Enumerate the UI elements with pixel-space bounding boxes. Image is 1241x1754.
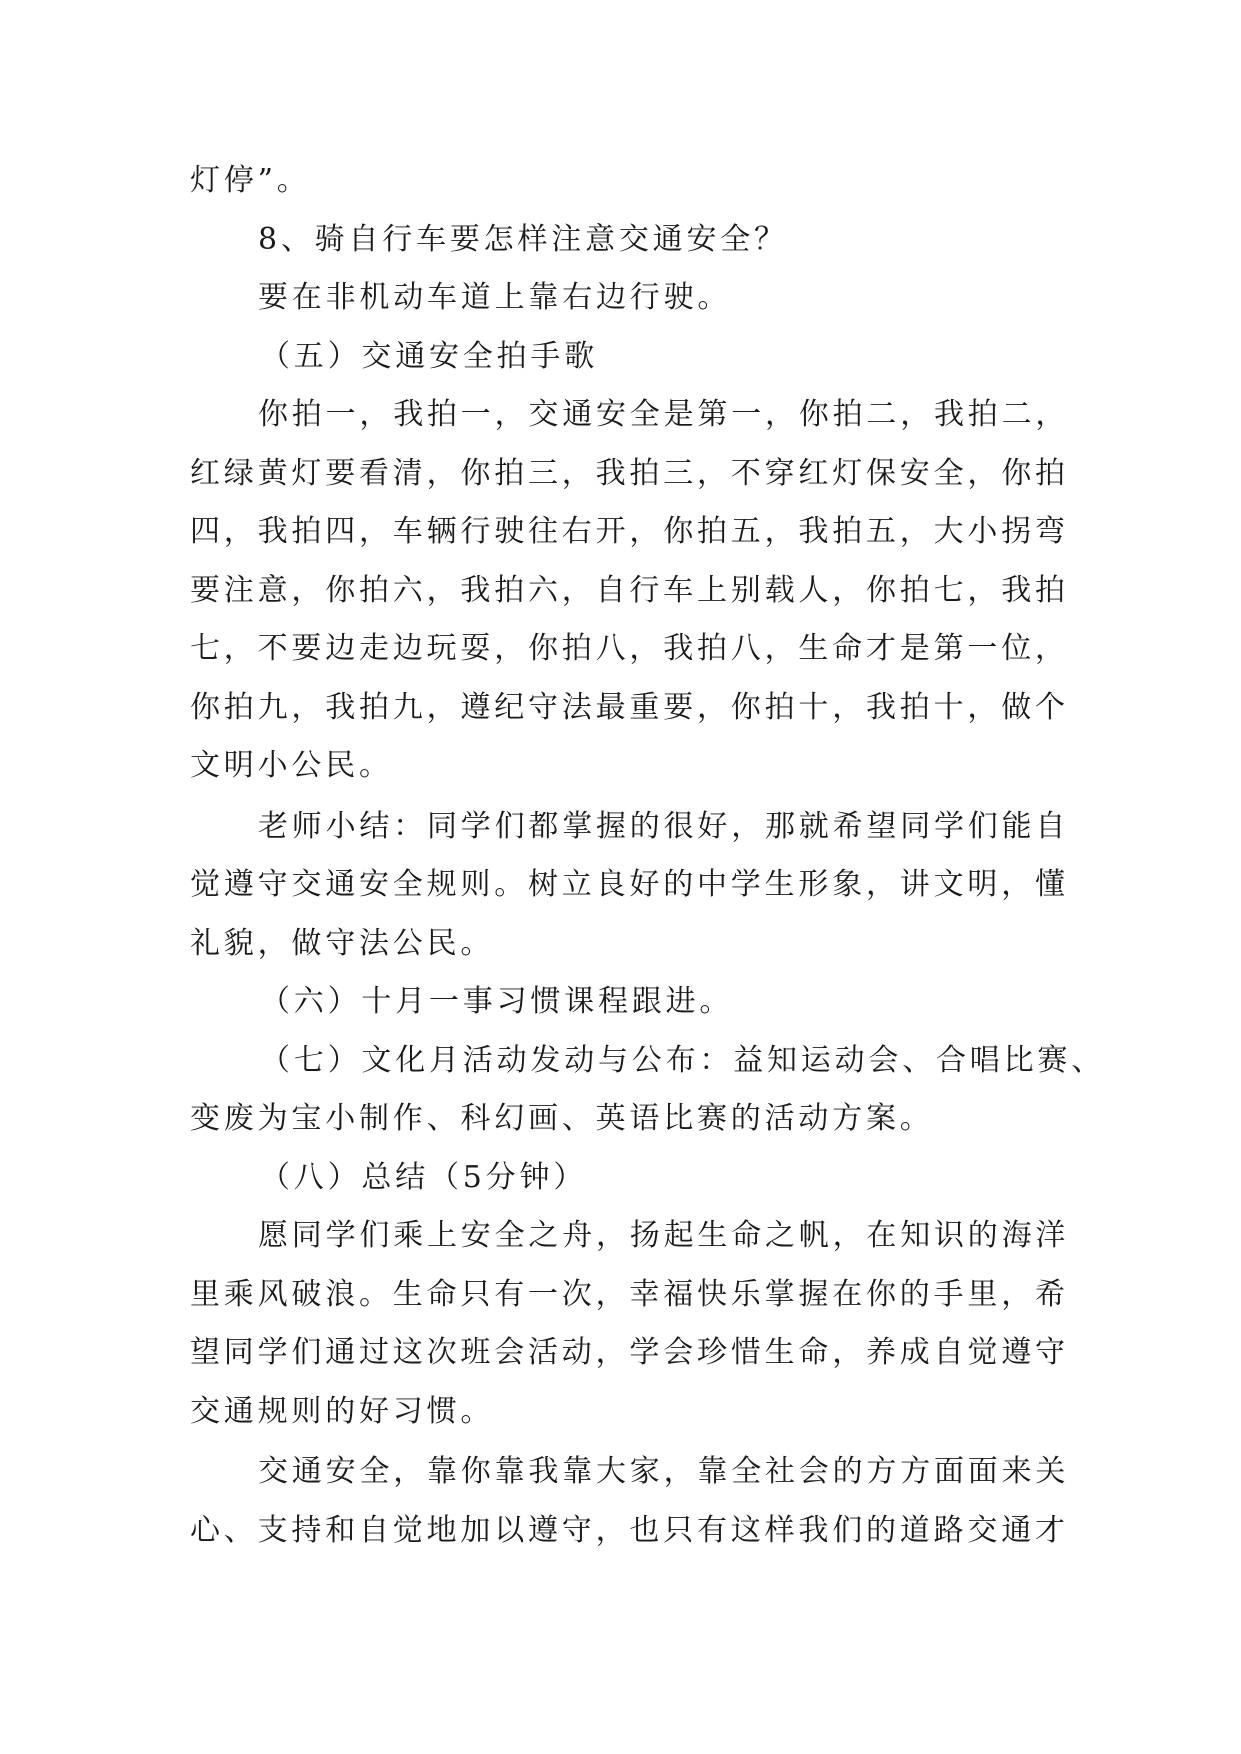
paragraph-line: 愿同学们乘上安全之舟，扬起生命之帆，在知识的海洋 xyxy=(258,1218,1070,1253)
paragraph-line: 你拍一，我拍一，交通安全是第一，你拍二，我拍二， xyxy=(258,397,1070,432)
paragraph-line: 红绿黄灯要看清，你拍三，我拍三，不穿红灯保安全，你拍 xyxy=(190,455,1069,491)
section-heading-7: （七）文化月活动发动与公布：益知运动会、合唱比赛、 xyxy=(260,1042,1105,1078)
paragraph-line: 交通规则的好习惯。 xyxy=(190,1393,495,1429)
paragraph-line: 要注意，你拍六，我拍六，自行车上别载人，你拍七，我拍 xyxy=(190,572,1069,608)
paragraph-line: 里乘风破浪。生命只有一次，幸福快乐掌握在你的手里，希 xyxy=(190,1276,1069,1312)
document-page xyxy=(190,152,1105,1560)
paragraph-line: 你拍九，我拍九，遵纪守法最重要，你拍十，我拍十，做个 xyxy=(190,689,1069,725)
paragraph-line: 文明小公民。 xyxy=(190,748,393,783)
paragraph-line: 礼貌，做守法公民。 xyxy=(190,925,495,961)
paragraph-line: 四，我拍四，车辆行驶往右开，你拍五，我拍五，大小拐弯 xyxy=(190,514,1069,549)
section-heading-5: （五）交通安全拍手歌 xyxy=(260,338,598,374)
paragraph-line: 交通安全，靠你靠我靠大家，靠全社会的方方面面来关 xyxy=(258,1454,1070,1489)
question-8: 8、骑自行车要怎样注意交通安全？ xyxy=(258,221,788,257)
paragraph-line: 望同学们通过这次班会活动，学会珍惜生命，养成自觉遵守 xyxy=(190,1335,1069,1370)
answer-8: 要在非机动车道上靠右边行驶。 xyxy=(258,280,732,315)
paragraph-line: 觉遵守交通安全规则。树立良好的中学生形象，讲文明，懂 xyxy=(190,867,1069,902)
paragraph-line: 心、支持和自觉地加以遵守，也只有这样我们的道路交通才 xyxy=(190,1512,1069,1548)
paragraph-line: 七，不要边走边玩耍，你拍八，我拍八，生命才是第一位， xyxy=(190,631,1069,666)
paragraph-line: 老师小结：同学们都掌握的很好，那就希望同学们能自 xyxy=(258,808,1070,844)
paragraph-line: 变废为宝小制作、科幻画、英语比赛的活动方案。 xyxy=(190,1101,934,1136)
section-heading-8: （八）总结（5分钟） xyxy=(260,1159,588,1195)
text-line: 灯停”。 xyxy=(190,163,311,198)
section-heading-6: （六）十月一事习惯课程跟进。 xyxy=(260,984,734,1019)
